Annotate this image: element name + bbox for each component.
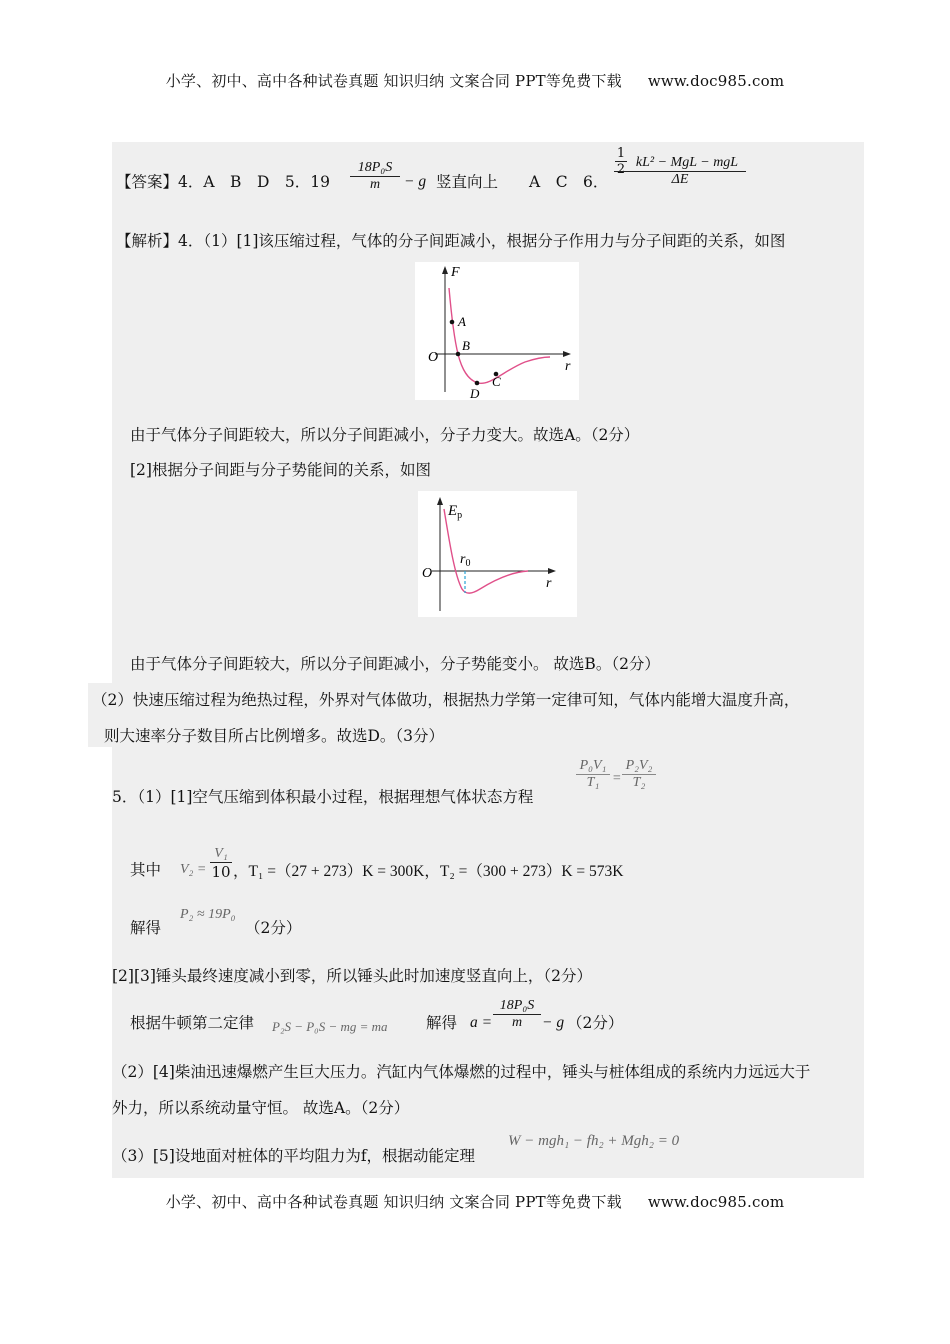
analysis-p1: 由于气体分子间距较大，所以分子间距减小，分子力变大。故选A。（2分） <box>130 426 640 444</box>
potential-graph-svg <box>418 491 577 617</box>
a-score: （2分） <box>567 1014 624 1032</box>
gas-eq-left <box>576 758 610 791</box>
label-r: r <box>546 576 552 591</box>
label-f: F <box>451 265 460 280</box>
half-den: 2 <box>616 162 626 177</box>
answer-frac2-num: kL² − MgL − mgL <box>635 155 739 170</box>
label-r0: $r_0$ <box>460 552 471 569</box>
gas-eq-right-num: P₂V₂ <box>625 758 653 773</box>
footer-url: www.doc985.com <box>647 1193 785 1211</box>
temperature-values: ，T₁ =（27 + 273）K = 300K，T₂ =（300 + 273）K = 573K <box>233 863 624 880</box>
force-graph-svg <box>415 262 579 400</box>
x-arrow <box>548 568 556 574</box>
answer-frac1 <box>350 160 400 193</box>
label-r: r <box>565 359 571 374</box>
force-distance-figure <box>415 262 579 400</box>
gas-eq-right-den: T₂ <box>632 775 646 790</box>
answer-frac1-num: 18P₀S <box>357 160 393 175</box>
q5-where-label: 其中 <box>130 861 162 879</box>
answer-frac1-tail: − g <box>404 173 427 190</box>
label-d: D <box>470 386 480 400</box>
half-num: 1 <box>616 146 626 161</box>
a-frac-num: 18P₀S <box>499 998 535 1013</box>
y-arrow <box>442 266 448 274</box>
p2-result: P₂ ≈ 19P₀ <box>180 907 236 922</box>
q5-solve-label: 解得 <box>130 919 162 937</box>
a-lhs: a = <box>470 1014 493 1031</box>
newton-equation: P₂S − P₀S − mg = ma <box>272 1019 388 1034</box>
label-a: A <box>458 314 466 329</box>
answer-label: 【答案】4．A B D 5．19 <box>116 173 330 191</box>
answer-frac2 <box>614 155 746 188</box>
a-tail: − g <box>542 1014 565 1031</box>
v2-lhs: V₂ = <box>180 862 207 877</box>
analysis-intro: 【解析】4．（1）[1]该压缩过程，气体的分子间距减小，根据分子作用力与分子间距的关系，如图 <box>116 232 786 250</box>
label-o: O <box>428 350 439 365</box>
analysis-p2: [2]根据分子间距与分子势能间的关系，如图 <box>130 461 431 479</box>
v2-frac <box>210 846 232 881</box>
v2-frac-num: V₁ <box>214 846 228 861</box>
potential-energy-figure <box>418 491 577 617</box>
gas-eq-equal: = <box>612 771 622 786</box>
analysis-p4: （2）快速压缩过程为绝热过程，外界对气体做功，根据热力学第一定律可知，气体内能增大温度升高， <box>92 691 800 709</box>
gas-eq-left-num: P₀V₁ <box>579 758 607 773</box>
q5-newton-label: 根据牛顿第二定律 <box>130 1014 255 1032</box>
force-curve <box>449 288 550 383</box>
gas-eq-left-den: T₁ <box>586 775 600 790</box>
q5-line8: （3）[5]设地面对桩体的平均阻力为f，根据动能定理 <box>112 1147 476 1165</box>
label-ep: $E_p$ <box>448 503 463 521</box>
label-o: O <box>422 566 433 581</box>
q5-line6: （2）[4]柴油迅速爆燃产生巨大压力。汽缸内气体爆燃的过程中，锤头与桩体组成的系统内力远远大于 <box>112 1063 811 1081</box>
y-arrow <box>437 497 443 505</box>
q5-line1: 5．（1）[1]空气压缩到体积最小过程，根据理想气体状态方程 <box>112 788 534 806</box>
p2-score: （2分） <box>245 919 302 937</box>
header-text: 小学、初中、高中各种试卷真题 知识归纳 文案合同 PPT等免费下载 <box>165 72 622 90</box>
label-c: C <box>492 374 501 389</box>
analysis-p5: 则大速率分子数目所占比例增多。故选D。（3分） <box>104 727 445 745</box>
label-b: B <box>462 338 470 353</box>
a-frac-den: m <box>511 1015 523 1030</box>
answer-frac1-den: m <box>369 177 381 192</box>
v2-frac-den: 10 <box>211 863 231 881</box>
q5-line7: 外力，所以系统动量守恒。 故选A。（2分） <box>112 1099 410 1117</box>
point-a <box>450 320 455 325</box>
point-b <box>456 352 461 357</box>
answer-frac2-den: ΔE <box>671 172 689 187</box>
header-url: www.doc985.com <box>647 72 785 90</box>
analysis-p3: 由于气体分子间距较大，所以分子间距减小，分子势能变小。 故选B。（2分） <box>130 655 660 673</box>
potential-curve <box>444 509 528 593</box>
page-footer <box>0 1191 950 1212</box>
gas-eq-right <box>622 758 656 791</box>
footer-text: 小学、初中、高中各种试卷真题 知识归纳 文案合同 PPT等免费下载 <box>165 1193 622 1211</box>
a-frac <box>493 998 541 1031</box>
q5-line4: [2][3]锤头最终速度减小到零，所以锤头此时加速度竖直向上，（2分） <box>112 967 593 985</box>
page-header <box>0 70 950 91</box>
point-d <box>475 381 480 386</box>
energy-equation: W − mgh₁ − fh₂ + Mgh₂ = 0 <box>508 1133 680 1149</box>
answer-direction: 竖直向上 A C 6． <box>436 173 609 191</box>
x-arrow <box>563 351 571 357</box>
q5-solve-label-2: 解得 <box>426 1014 458 1032</box>
